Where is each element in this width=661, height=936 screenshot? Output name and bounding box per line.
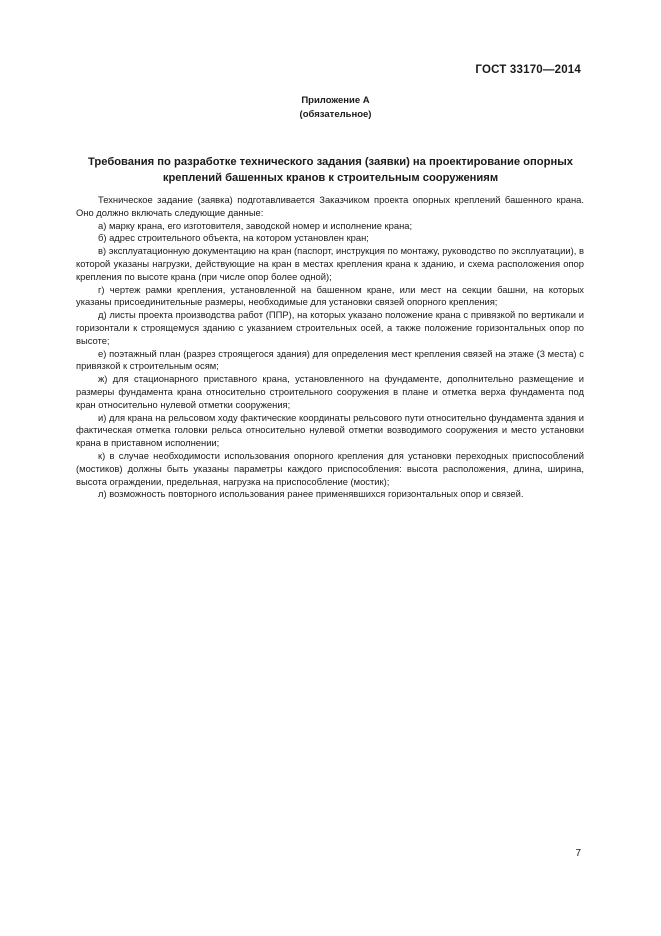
list-item-zh: ж) для стационарного приставного крана, установленного на фундаменте, дополнительно размещение и размеры фундамента крана относительно строительного сооружения в плане и отметка верха фундамента под кран относительно нулевой отметки сооружения; [76,373,584,410]
list-item-l: л) возможность повторного использования ранее применявшихся горизонтальных опор и связей. [98,488,524,500]
list-item-i: и) для крана на рельсовом ходу фактические координаты рельсового пути относительно фундамента здания и фактическая отметка головки рельса относительно нулевой отметки возводимого сооружения и место установки крана в приставном исполнении; [76,411,584,449]
section-title: Требования по разработке технического задания (заявки) на проектирование опорных креплений башенных кранов к строительным сооружениям [88,156,573,184]
body-text [76,194,584,501]
list-item-v: в) эксплуатационную документацию на кран (паспорт, инструкция по монтажу, руководство по эксплуатации), в которой указаны нагрузки, действующие на кран в местах крепления крана к зданию, и схема расположения опор крепления по высоте крана (при числе опор более одной); [76,245,584,282]
document-code: ГОСТ 33170—2014 [475,64,581,76]
annex-status: (обязательное) [299,109,372,120]
list-item-e: е) поэтажный план (разрез строящегося здания) для определения мест крепления связей на этаже (3 места) с привязкой к строительным осям; [76,347,584,372]
list-item-k: к) в случае необходимости использования опорного крепления для установки переходных приспособлений (мостиков) должны быть указаны параметры каждого приспособления: высота расположения, длина, ширина, высота ограждении, предельная, нагрузка на приспособление (мостик); [76,449,584,487]
list-item-d: д) листы проекта производства работ (ППР), на которых указано положение крана с привязкой по вертикали и горизонтали к строящемуся зданию с указанием строительных осей, а также положение горизонтальных опор по высоте; [76,309,584,346]
page-number: 7 [575,848,581,859]
intro-paragraph: Техническое задание (заявка) подготавливается Заказчиком проекта опорных креплений башенного крана. Оно должно включать следующие данные: [76,194,584,218]
list-item-g: г) чертеж рамки крепления, установленной на башенном кране, или мест на секции башни, на которых указаны присоединительные размеры, необходимые для установки связей опорного крепления; [76,283,584,308]
annex-title: Приложение А [301,95,370,106]
annex-heading [0,94,661,122]
list-item-b: б) адрес строительного объекта, на котором установлен кран; [98,232,369,244]
list-item-a: а) марку крана, его изготовителя, заводской номер и исполнение крана; [98,219,413,231]
